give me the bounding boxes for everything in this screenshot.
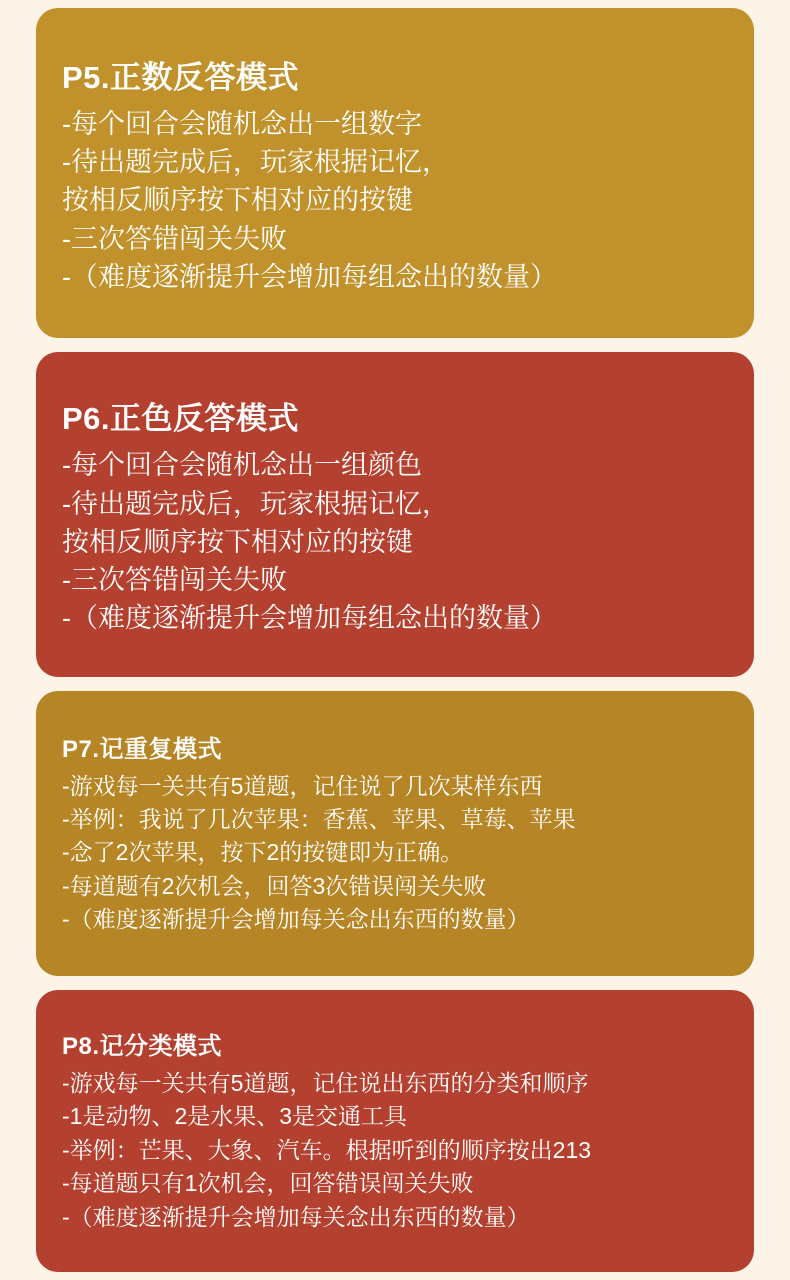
rule-card-p8-line-3: -举例：芒果、大象、汽车。根据听到的顺序按出213 bbox=[62, 1136, 592, 1163]
rule-card-p7-line-3: -念了2次苹果，按下2的按键即为正确。 bbox=[62, 839, 464, 866]
rule-card-p8-line-1: -游戏每一关共有5道题，记住说出东西的分类和顺序 bbox=[62, 1070, 589, 1097]
rule-card-p7-line-5: -（难度逐渐提升会增加每关念出东西的数量） bbox=[62, 906, 530, 933]
rule-card-p8-title: P8.记分类模式 bbox=[62, 1033, 223, 1061]
rule-card-p5-title: P5.正数反答模式 bbox=[62, 59, 300, 95]
rule-card-p5 bbox=[36, 8, 754, 338]
rule-card-p8-line-4: -每道题只有1次机会，回答错误闯关失败 bbox=[62, 1170, 474, 1197]
rule-card-p6 bbox=[36, 352, 754, 677]
rule-card-p7-line-1: -游戏每一关共有5道题，记住说了几次某样东西 bbox=[62, 772, 543, 799]
rule-card-p5-line-4: -三次答错闯关失败 bbox=[62, 223, 287, 254]
rule-card-p7 bbox=[36, 691, 754, 976]
rule-card-p5-line-1: -每个回合会随机念出一组数字 bbox=[62, 108, 422, 139]
rule-card-p7-title: P7.记重复模式 bbox=[62, 735, 223, 763]
rule-card-p5-line-5: -（难度逐渐提升会增加每组念出的数量） bbox=[62, 261, 557, 292]
rule-card-p6-line-2: -待出题完成后，玩家根据记忆， bbox=[62, 488, 449, 519]
rule-card-p6-title: P6.正色反答模式 bbox=[62, 401, 300, 437]
rule-card-p6-line-4: -三次答错闯关失败 bbox=[62, 565, 287, 596]
rule-card-p8 bbox=[36, 990, 754, 1272]
rule-card-p5-line-3: 按相反顺序按下相对应的按键 bbox=[62, 185, 413, 216]
rule-card-p6-line-3: 按相反顺序按下相对应的按键 bbox=[62, 526, 413, 557]
rule-card-p7-line-2: -举例：我说了几次苹果：香蕉、苹果、草莓、苹果 bbox=[62, 805, 576, 832]
rule-card-p5-line-2: -待出题完成后，玩家根据记忆， bbox=[62, 147, 449, 177]
rule-card-p8-line-5: -（难度逐渐提升会增加每关念出东西的数量） bbox=[62, 1203, 530, 1230]
rule-card-p6-line-5: -（难度逐渐提升会增加每组念出的数量） bbox=[62, 603, 557, 634]
rule-card-p6-line-1: -每个回合会随机念出一组颜色 bbox=[62, 450, 422, 481]
rule-card-p8-line-2: -1是动物、2是水果、3是交通工具 bbox=[62, 1103, 408, 1130]
rule-card-p7-line-4: -每道题有2次机会，回答3次错误闯关失败 bbox=[62, 872, 487, 899]
